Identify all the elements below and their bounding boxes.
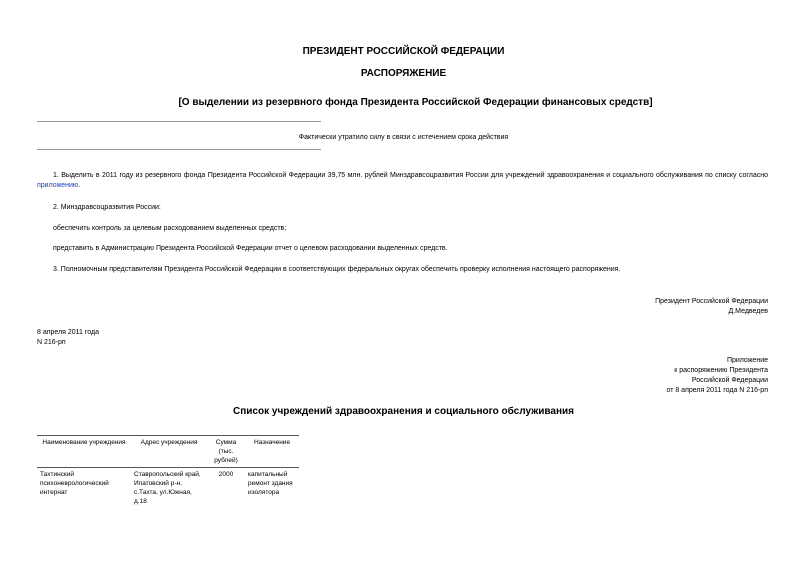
paragraph-3: 3. Полномочным представителям Президента Российской Федерации в соответствующих федеральных округах обеспечить проверку исполнения настоящего распоряжения. [53,266,621,273]
cell-address: Ставропольский край, Ипатовский р-н, с.Тахта, ул.Южная, д.18 [134,471,201,505]
appendix-note-line-3: Российской Федерации [691,377,768,384]
appendix-note-line-2: к распоряжению Президента [674,367,768,374]
paragraph-1-text: 1. Выделить в 2011 году из резервного фонда Президента Российской Федерации 39,75 млн. рублей Минздравсоцразвития России для учреждений здравоохранения и социального обслуживания по списку согласно [53,172,768,179]
issuer-title: ПРЕЗИДЕНТ РОССИЙСКОЙ ФЕДЕРАЦИИ [302,46,505,57]
paragraph-1-end: . [78,182,81,189]
column-header-name: Наименование учреждения [37,436,131,468]
paragraph-2b: представить в Администрацию Президента Российской Федерации отчет о целевом расходовании выделенных средств. [53,245,448,252]
document-number: N 216-рп [37,339,66,346]
institutions-table [37,435,299,508]
column-header-sum: Сумма (тыс. рублей) [207,436,245,468]
status-note: Фактически утратило силу в связи с истечением срока действия [298,134,509,141]
appendix-note-line-4: от 8 апреля 2011 года N 216-рп [666,387,768,394]
cell-purpose: капитальный ремонт здания изолятора [248,471,293,496]
column-header-purpose: Назначение [245,436,299,468]
cell-name: Тахтинский психоневрологический интернат [40,471,109,496]
table-row [37,468,299,509]
appendix-link[interactable]: приложению [37,182,79,189]
appendix-note-line-1: Приложение [726,357,768,364]
document-type: РАСПОРЯЖЕНИЕ [360,68,447,79]
appendix-title: Список учреждений здравоохранения и социального обслуживания [233,406,574,417]
paragraph-2: 2. Минздравсоцразвития России: [53,204,161,211]
table-header-row [37,436,299,468]
cell-sum: 2000 [218,471,234,478]
document-date: 8 апреля 2011 года [37,329,100,336]
document-subject: [О выделении из резервного фонда Президента Российской Федерации финансовых средств] [178,97,653,108]
column-header-address: Адрес учреждения [131,436,207,468]
signature-name: Д.Медведев [728,308,768,315]
divider-top [37,121,321,122]
divider-bottom [37,149,321,150]
paragraph-1 [37,171,768,191]
signature-position: Президент Российской Федерации [655,298,768,305]
paragraph-2a: обеспечить контроль за целевым расходованием выделенных средств; [53,225,287,232]
